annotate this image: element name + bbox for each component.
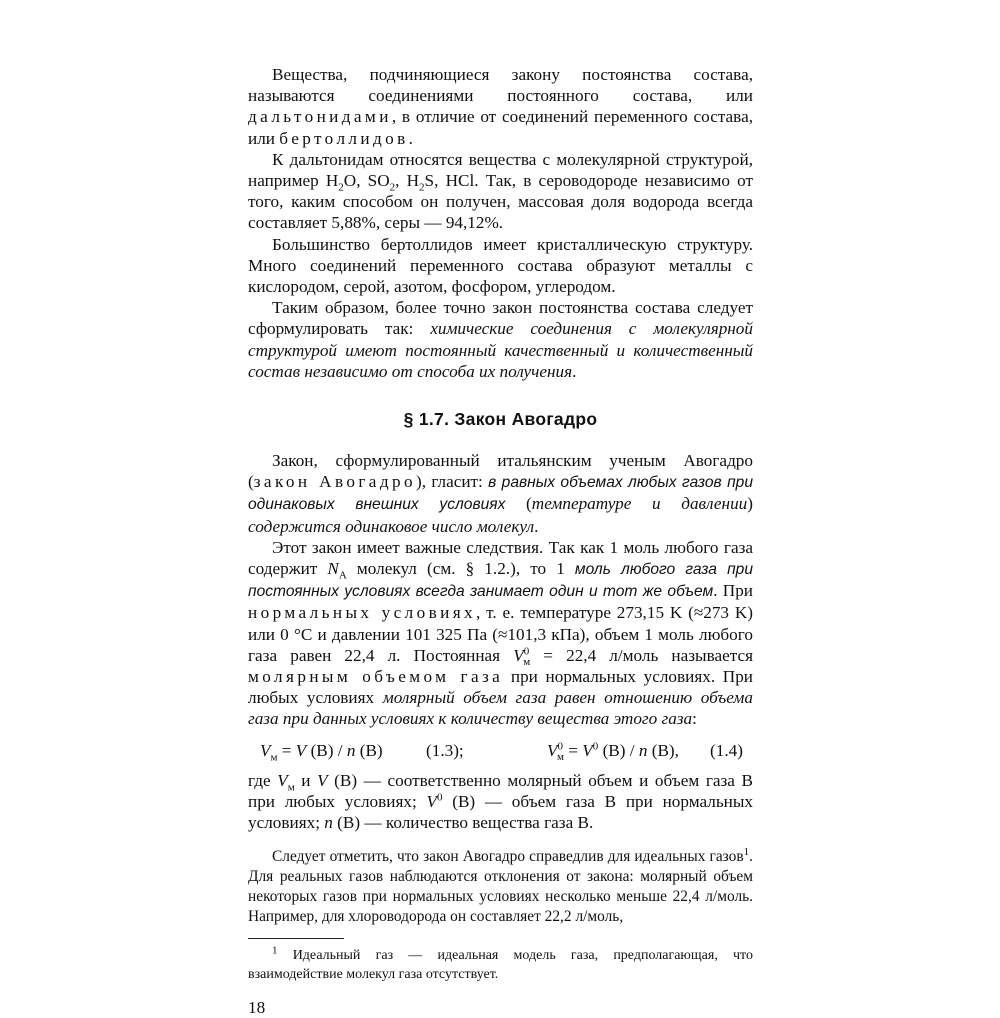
symbol-v: V xyxy=(317,770,328,790)
law-statement: температуре и давлении xyxy=(531,494,748,514)
formula-1-3 xyxy=(260,740,383,762)
text: ) xyxy=(747,494,753,514)
law-statement: в равных объемах любых газов при одинаковых внешних условиях xyxy=(248,474,753,514)
term-molar-volume: молярным объемом газа xyxy=(248,667,504,687)
text: = xyxy=(277,740,296,760)
text: Следует отметить, что закон Авогадро справедлив для идеальных газов xyxy=(272,848,744,866)
symbol-v: V xyxy=(547,740,558,760)
formula-row xyxy=(248,740,753,764)
superscript: 0 xyxy=(592,739,599,752)
formula-1-4 xyxy=(547,740,679,762)
text: молекул (см. § 1.2.), то 1 xyxy=(346,559,575,579)
footnote xyxy=(248,944,753,984)
law-statement: содержится одинаковое число молекул xyxy=(248,516,535,536)
subscript: 2 xyxy=(389,181,396,194)
symbol-n: n xyxy=(346,740,356,760)
text: , H xyxy=(395,171,420,191)
symbol-v: V xyxy=(582,740,593,760)
text: ( xyxy=(505,494,532,514)
text: Закон, сформулированный итальянским ученым Авогадро ( xyxy=(248,451,753,492)
paragraph-avogadro-law xyxy=(248,450,753,537)
paragraph-berthollides: Большинство бертоллидов имеет кристаллическую структуру. Много соединений переменного состава образуют металлы с кислородом, серой, азотом, фосфором, углеродом. xyxy=(248,234,753,297)
subscript: м xyxy=(287,781,295,794)
text: . xyxy=(408,128,413,148)
text: : xyxy=(692,709,697,729)
symbol-v: V xyxy=(260,740,271,760)
superscript: 0 xyxy=(557,739,563,752)
text: Вещества, подчиняющиеся закону постоянства состава, называются соединениями постоянного состава, или xyxy=(248,65,753,106)
text: (В) / xyxy=(306,740,347,760)
text: (В) — объем газа В при нормальных условиях; xyxy=(248,791,753,833)
text: S, HCl. Так, в сероводороде независимо от того, каким способом он получен, массовая доля водорода всегда составляет 5,88%, серы — 94,12%. xyxy=(248,171,753,233)
term-berthollides: бертоллидов xyxy=(279,128,409,148)
paragraph-consequences xyxy=(248,537,753,730)
term-avogadro-law: закон Авогадро xyxy=(253,472,416,492)
symbol-v: V xyxy=(277,770,288,790)
paragraph-daltonides xyxy=(248,64,753,149)
superscript: 0 xyxy=(436,791,443,804)
term-daltonides: дальтонидами xyxy=(248,107,392,127)
text: (В) / xyxy=(598,740,639,760)
footnote-reference: 1 xyxy=(743,846,750,859)
superscript: 0 xyxy=(523,645,530,658)
page-number: 18 xyxy=(248,998,266,1018)
subscript: м xyxy=(523,656,531,669)
subscript: 2 xyxy=(419,181,425,194)
symbol-v: V xyxy=(513,645,524,665)
text: = xyxy=(563,740,583,760)
paragraph-molecular-examples xyxy=(248,149,753,234)
text: Таким образом, более точно закон постоянства состава следует сформулировать так: xyxy=(248,298,753,339)
subscript: м xyxy=(557,751,564,764)
italic-statement: молярный объем газа равен отношению объема газа при данных условиях к количеству вещества этого газа xyxy=(248,688,753,729)
equation-number: (1.3); xyxy=(426,740,464,760)
text: и xyxy=(294,770,318,790)
text: (В) — количество вещества газа В. xyxy=(332,813,594,833)
symbol-n: n xyxy=(638,740,648,760)
italic-statement: моль любого газа при постоянных условиях всегда занимает один и тот же объем xyxy=(248,561,754,601)
footnote-mark: 1 xyxy=(272,944,278,957)
paragraph-where xyxy=(248,770,753,834)
footnote-text: Идеальный газ — идеальная модель газа, предполагающая, что взаимодействие молекул газа отсутствует. xyxy=(248,948,753,982)
text: Этот закон имеет важные следствия. Так как 1 моль любого газа содержит xyxy=(248,537,753,579)
equation-number: (1.4) xyxy=(710,740,743,760)
law-statement: химические соединения с молекулярной структурой имеют постоянный качественный и количественный состав независимо от способа их получения xyxy=(248,319,753,381)
text: . xyxy=(534,516,539,536)
text: ), гласит: xyxy=(415,472,489,492)
text: (В) xyxy=(355,740,383,760)
text: . Для реальных газов наблюдаются отклонения от закона: молярный объем некоторых газов при нормальных условиях несколько меньше 22,4 л/моль. Например, для хлороводорода он составляет 22,2 л/моль, xyxy=(248,848,753,925)
section-heading: § 1.7. Закон Авогадро xyxy=(403,409,598,430)
paragraph-ideal-gas-note xyxy=(248,847,753,926)
text: , в отличие от соединений переменного состава, или xyxy=(248,107,753,148)
text: . При xyxy=(713,581,753,601)
text: где xyxy=(248,770,278,790)
paragraph-law-formulation xyxy=(248,297,753,382)
footnote-divider xyxy=(248,938,344,939)
text: O, SO xyxy=(343,171,390,191)
term-normal-conditions: нормальных условиях xyxy=(248,603,477,623)
subscript: 2 xyxy=(338,181,344,194)
subscript: A xyxy=(338,569,347,582)
text: К дальтонидам относятся вещества с молекулярной структурой, например H xyxy=(248,149,753,191)
text: = 22,4 л/моль называется xyxy=(530,645,753,665)
text: при нормальных условиях. При любых условиях xyxy=(248,667,753,708)
symbol-v: V xyxy=(295,740,307,760)
symbol-v: V xyxy=(426,791,437,811)
subscript: м xyxy=(270,751,278,764)
symbol-na: N xyxy=(327,559,339,579)
text: (В), xyxy=(647,740,679,760)
book-page xyxy=(248,64,753,1018)
text: . xyxy=(572,361,577,381)
text: , т. е. температуре 273,15 K (≈273 K) или 0 °С и давлении 101 325 Па (≈101,3 кПа), объем 1 моль любого газа равен 22,4 л. Постоянная xyxy=(248,603,753,665)
symbol-n: n xyxy=(324,813,333,833)
text: (В) — соответственно молярный объем и объем газа В при любых условиях; xyxy=(248,770,754,811)
